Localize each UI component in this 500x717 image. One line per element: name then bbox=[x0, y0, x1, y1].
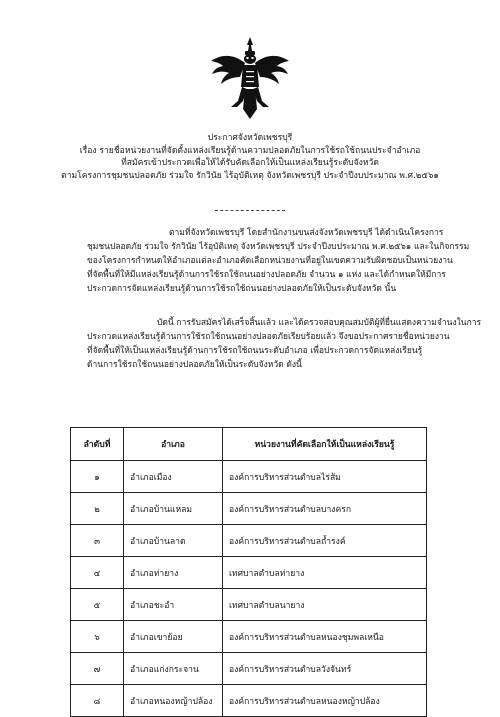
row-number: ๓ bbox=[71, 525, 124, 557]
announcement-heading bbox=[0, 132, 500, 182]
row-district: อำเภอบ้านลาด bbox=[124, 525, 223, 557]
table-row bbox=[71, 653, 427, 685]
row-number: ๘ bbox=[71, 685, 124, 717]
learning-center-table bbox=[70, 427, 427, 717]
table-row bbox=[71, 685, 427, 717]
row-district: อำเภอแก่งกระจาน bbox=[124, 653, 223, 685]
row-organization: เทศบาลตำบลนายาง bbox=[223, 589, 427, 621]
row-organization: องค์การบริหารส่วนตำบลหนองหญ้าปล้อง bbox=[223, 685, 427, 717]
paragraph-line: ที่จัดพื้นที่ให้มีแหล่งเรียนรู้ด้านการใช้รถใช้ถนนอย่างปลอดภัย จำนวน ๑ แห่ง และได้กำหนดให้มีการ bbox=[87, 270, 446, 280]
row-district: อำเภอท่ายาง bbox=[124, 557, 223, 589]
subject-line: ที่สมัครเข้าประกวดเพื่อให้ได้รับคัดเลือกให้เป็นแหล่งเรียนรู้ระดับจังหวัด bbox=[121, 158, 379, 168]
garuda-emblem-icon bbox=[207, 35, 293, 121]
paragraph-announcement bbox=[87, 316, 482, 372]
row-organization: องค์การบริหารส่วนตำบลไร่ส้ม bbox=[223, 461, 427, 493]
row-district: อำเภอเมือง bbox=[124, 461, 223, 493]
paragraph-line: ประกวดการจัดแหล่งเรียนรู้ด้านการใช้รถใช้ถนนอย่างปลอดภัยให้เป็นระดับจังหวัด นั้น bbox=[87, 284, 397, 294]
row-organization: องค์การบริหารส่วนตำบลบางครก bbox=[223, 493, 427, 525]
row-district: อำเภอบ้านแหลม bbox=[124, 493, 223, 525]
row-number: ๕ bbox=[71, 589, 124, 621]
table-header-row bbox=[71, 428, 427, 461]
paragraph-intro bbox=[87, 226, 470, 296]
subject-line: ตามโครงการชุมชนปลอดภัย ร่วมใจ รักวินัย ไร้อุบัติเหตุ จังหวัดเพชรบุรี ประจำปีงบประมาณ พ.ศ.๒๕๖๑ bbox=[61, 170, 439, 181]
table-row bbox=[71, 525, 427, 557]
row-number: ๑ bbox=[71, 461, 124, 493]
table-row bbox=[71, 461, 427, 493]
table-row bbox=[71, 557, 427, 589]
row-number: ๒ bbox=[71, 493, 124, 525]
paragraph-line: ที่จัดพื้นที่ให้เป็นแหล่งเรียนรู้ด้านการใช้รถใช้ถนนระดับอำเภอ เพื่อประกวดการจัดแหล่งเรียนรู้ bbox=[87, 346, 423, 356]
paragraph-line: ด้านการใช้รถใช้ถนนอย่างปลอดภัยให้เป็นระดับจังหวัด ดังนี้ bbox=[87, 360, 302, 370]
row-organization: องค์การบริหารส่วนตำบลถ้ำรงค์ bbox=[223, 525, 427, 557]
paragraph-line: ตามที่จังหวัดเพชรบุรี โดยสำนักงานขนส่งจังหวัดเพชรบุรี ได้ดำเนินโครงการ bbox=[169, 228, 444, 238]
row-district: อำเภอชะอำ bbox=[124, 589, 223, 621]
table-row bbox=[71, 621, 427, 653]
row-number: ๖ bbox=[71, 621, 124, 653]
subject-line: เรื่อง รายชื่อหน่วยงานที่จัดตั้งแหล่งเรียนรู้ด้านความปลอดภัยในการใช้รถใช้ถนนประจำอำเภอ bbox=[79, 145, 421, 156]
table-row bbox=[71, 493, 427, 525]
table-row bbox=[71, 589, 427, 621]
paragraph-line: บัดนี้ การรับสมัครได้เสร็จสิ้นแล้ว และได้ตรวจสอบคุณสมบัติผู้ที่ยื่นแสดงความจำนงในการ bbox=[157, 318, 482, 328]
row-district: อำเภอหนองหญ้าปล้อง bbox=[124, 685, 223, 717]
row-organization: เทศบาลตำบลท่ายาง bbox=[223, 557, 427, 589]
column-header-organization: หน่วยงานที่คัดเลือกให้เป็นแหล่งเรียนรู้ bbox=[223, 428, 427, 461]
paragraph-line: ของโครงการกำหนดให้อำเภอแต่ละอำเภอคัดเลือกหน่วยงานที่อยู่ในเขตความรับผิดชอบเป็นหน่วยงาน bbox=[87, 256, 453, 266]
row-number: ๔ bbox=[71, 557, 124, 589]
row-organization: องค์การบริหารส่วนตำบลวังจันทร์ bbox=[223, 653, 427, 685]
row-district: อำเภอเขาย้อย bbox=[124, 621, 223, 653]
column-header-number: ลำดับที่ bbox=[71, 428, 124, 461]
column-header-district: อำเภอ bbox=[124, 428, 223, 461]
divider bbox=[215, 210, 285, 211]
row-number: ๗ bbox=[71, 653, 124, 685]
paragraph-line: ประกวดแหล่งเรียนรู้ด้านการใช้รถใช้ถนนอย่างปลอดภัยเรียบร้อยแล้ว จึงขอประกาศรายชื่อหน่วยงาน bbox=[87, 332, 450, 342]
announcement-title: ประกาศจังหวัดเพชรบุรี bbox=[207, 133, 293, 143]
row-organization: องค์การบริหารส่วนตำบลหนองชุมพลเหนือ bbox=[223, 621, 427, 653]
paragraph-line: ชุมชนปลอดภัย ร่วมใจ รักวินัย ไร้อุบัติเหตุ จังหวัดเพชรบุรี ประจำปีงบประมาณ พ.ศ.๒๕๖๑ และในกิจกรรม bbox=[87, 242, 470, 252]
